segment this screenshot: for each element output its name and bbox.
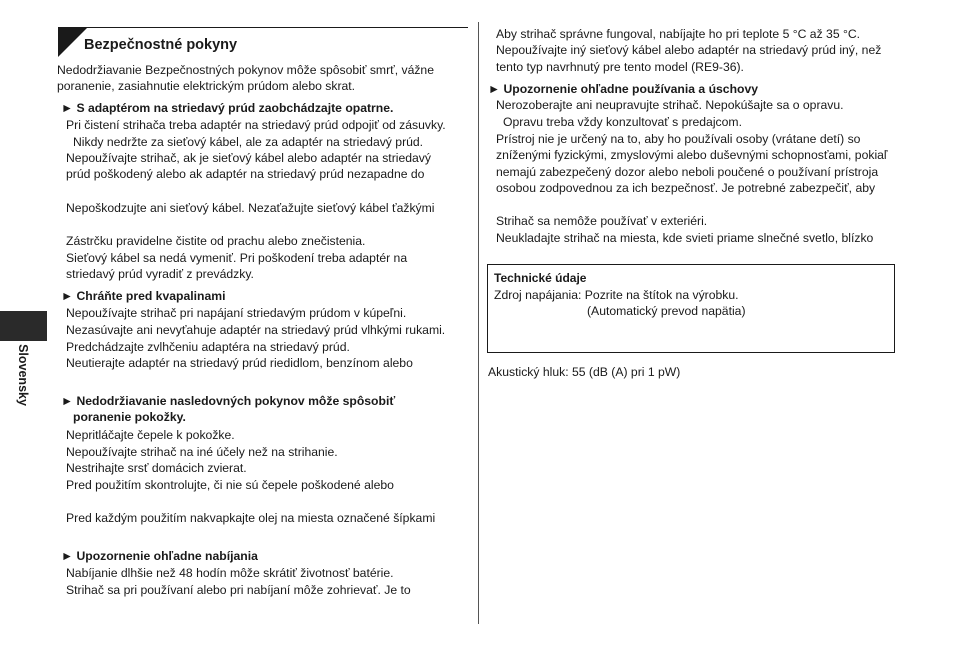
text-line: Nestrihajte srsť domácich zvierat.	[66, 461, 247, 475]
technical-data-line: (Automatický prevod napätia)	[587, 304, 746, 318]
text-line: Strihač sa pri používaní alebo pri nabíjaní môže zohrievať. Je to	[66, 583, 411, 597]
subsection-heading-usage: ► Upozornenie ohľadne používania a úschovy	[488, 82, 759, 96]
text-line: Zástrčku pravidelne čistite od prachu alebo znečistenia.	[66, 234, 366, 248]
column-divider	[478, 22, 479, 624]
technical-data-title: Technické údaje	[494, 271, 587, 285]
text-line: Nepoužívajte iný sieťový kábel alebo adaptér na striedavý prúd iný, než	[496, 43, 882, 57]
text-line: Nerozoberajte ani neupravujte strihač. Nepokúšajte sa o opravu.	[496, 98, 844, 112]
text-line: Nepoužívajte strihač, ak je sieťový kábel alebo adaptér na striedavý	[66, 151, 431, 165]
text-line: Prístroj nie je určený na to, aby ho používali osoby (vrátane detí) so	[496, 132, 861, 146]
text-line: Opravu treba vždy konzultovať s predajcom.	[503, 115, 742, 129]
text-line: Pred každým použitím nakvapkajte olej na miesta označené šípkami	[66, 511, 436, 525]
text-line: Nabíjanie dlhšie než 48 hodín môže skrátiť životnosť batérie.	[66, 566, 394, 580]
text-line: Neukladajte strihač na miesta, kde svieti priame slnečné svetlo, blízko	[496, 231, 874, 245]
text-line: Pred použitím skontrolujte, či nie sú čepele poškodené alebo	[66, 478, 394, 492]
subsection-heading-skin-cont: poranenie pokožky.	[73, 410, 186, 424]
text-line: prúd poškodený alebo ak adaptér na striedavý prúd nezapadne do	[66, 167, 425, 181]
section-title: Bezpečnostné pokyny	[84, 37, 238, 53]
language-tab	[0, 311, 47, 341]
text-line: Predchádzajte zvlhčeniu adaptéra na striedavý prúd.	[66, 340, 350, 354]
text-line: Neutierajte adaptér na striedavý prúd riedidlom, benzínom alebo	[66, 356, 413, 370]
text-line: Strihač sa nemôže používať v exteriéri.	[496, 214, 708, 228]
text-line: nemajú zabezpečený dozor alebo neboli poučené o používaní prístroja	[496, 165, 879, 179]
subsection-heading-charging: ► Upozornenie ohľadne nabíjania	[61, 549, 258, 563]
text-line: Nepoškodzujte ani sieťový kábel. Nezaťažujte sieťový kábel ťažkými	[66, 201, 435, 215]
text-line: Nepoužívajte strihač na iné účely než na strihanie.	[66, 445, 338, 459]
text-line: zníženými fyzickými, zmyslovými alebo duševnými schopnosťami, pokiaľ	[496, 148, 888, 162]
language-label: Slovensky	[16, 344, 30, 406]
subsection-heading-skin: ► Nedodržiavanie nasledovných pokynov môže spôsobiť	[61, 394, 396, 408]
intro-line: poranenie, zasiahnutie elektrickým prúdom alebo skrat.	[57, 79, 356, 93]
text-line: Aby strihač správne fungoval, nabíjajte ho pri teplote 5 °C až 35 °C.	[496, 27, 861, 41]
subsection-heading-adapter: ► S adaptérom na striedavý prúd zaobchádzajte opatrne.	[61, 101, 394, 115]
technical-data-line: Zdroj napájania: Pozrite na štítok na výrobku.	[494, 288, 739, 302]
text-line: tento typ navrhnutý pre tento model (RE9-36).	[496, 60, 744, 74]
text-line: Nepritláčajte čepele k pokožke.	[66, 428, 235, 442]
text-line: Nepoužívajte strihač pri napájaní striedavým prúdom v kúpeľni.	[66, 306, 407, 320]
text-line: Pri čistení strihača treba adaptér na striedavý prúd odpojiť od zásuvky.	[66, 118, 446, 132]
heading-rule	[58, 27, 468, 28]
text-line: Sieťový kábel sa nedá vymeniť. Pri poškodení treba adaptér na	[66, 251, 408, 265]
intro-line: Nedodržiavanie Bezpečnostných pokynov môže spôsobiť smrť, vážne	[57, 63, 434, 77]
text-line: Nezasúvajte ani nevyťahuje adaptér na striedavý prúd vlhkými rukami.	[66, 323, 446, 337]
noise-spec: Akustický hluk: 55 (dB (A) pri 1 pW)	[488, 365, 681, 379]
text-line: osobou zodpovednou za ich bezpečnosť. Je potrebné zabezpečiť, aby	[496, 181, 876, 195]
subsection-heading-liquids: ► Chráňte pred kvapalinami	[61, 289, 226, 303]
text-line: striedavý prúd vyradiť z prevádzky.	[66, 267, 254, 281]
text-line: Nikdy nedržte za sieťový kábel, ale za adaptér na striedavý prúd.	[73, 135, 424, 149]
